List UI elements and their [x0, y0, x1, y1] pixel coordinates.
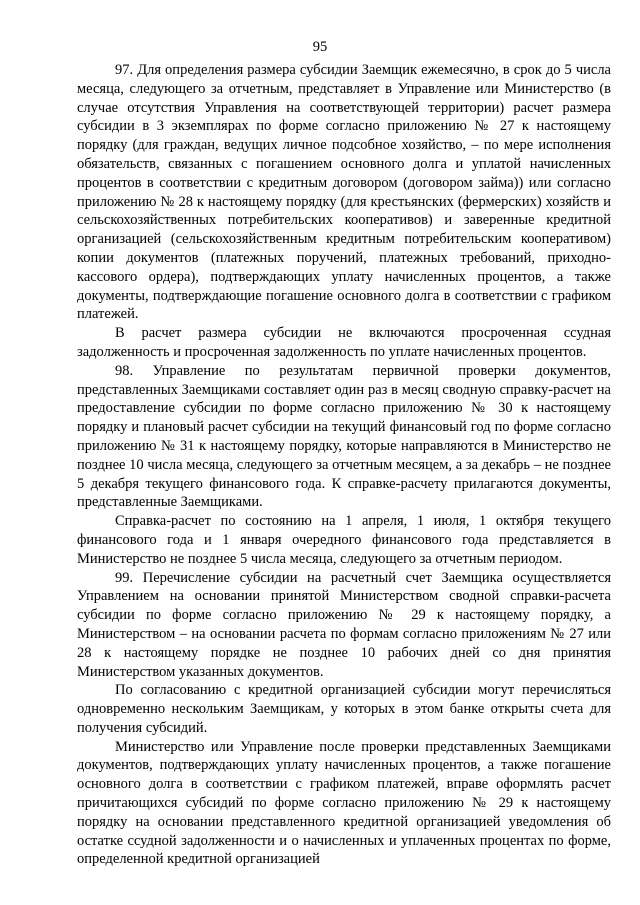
- paragraph-99-ministry: Министерство или Управление после проверки представленных Заемщиками документов, подтверждающих уплату начисленных процентов, а также погашение основного долга в соответствии с графиком платежей, вправе оформлять расчет причитающихся субсидий по форме согласно приложению № 29 к настоящему порядку на основании представленного кредитной организацией уведомления об остатке ссудной задолженности и о начисленных и уплаченных процентах по форме, определенной кредитной организацией: [77, 738, 611, 868]
- paragraph-98: 98. Управление по результатам первичной проверки документов, представленных Заемщиками составляет один раз в месяц сводную справку-расчет на предоставление субсидии по форме согласно приложению № 30 к настоящему порядку и плановый расчет субсидии на текущий финансовый год по форме согласно приложению № 31 к настоящему порядку, которые направляются в Министерство не позднее 10 числа месяца, следующего за отчетным месяцем, а за декабрь – не позднее 5 декабря текущего финансового года. К справке-расчету прилагаются документы, представленные Заемщиками.: [77, 362, 611, 511]
- paragraph-97-note: В расчет размера субсидии не включаются просроченная ссудная задолженность и просроченная задолженность по уплате начисленных процентов.: [77, 325, 611, 360]
- document-body: [77, 61, 611, 869]
- paragraph-99: 99. Перечисление субсидии на расчетный счет Заемщика осуществляется Управлением на основании принятой Министерством сводной справки-расчета субсидии по форме согласно приложению № 29 к настоящему порядку, а Министерством – на основании расчета по формам согласно приложениям № 27 или 28 к настоящему порядке не позднее 10 рабочих дней со дня принятия Министерством указанных документов.: [77, 569, 611, 680]
- paragraph-99-note: По согласованию с кредитной организацией субсидии могут перечисляться одновременно нескольким Заемщикам, у которых в этом банке открыты счета для получения субсидий.: [77, 682, 611, 736]
- paragraph-97: 97. Для определения размера субсидии Заемщик ежемесячно, в срок до 5 числа месяца, следующего за отчетным, представляет в Управление или Министерство (в случае отсутствия Управления на соответствующей территории) расчет размера субсидии в 3 экземплярах по форме согласно приложению № 27 к настоящему порядку (для граждан, ведущих личное подсобное хозяйство, – по мере исполнения обязательств, связанных с погашением основного долга и уплатой начисленных процентов в соответствии с кредитным договором (договором займа)) или согласно приложению № 28 к настоящему порядку (для крестьянских (фермерских) хозяйств и сельскохозяйственных потребительских кооперативов) и заверенные кредитной организацией (сельскохозяйственным кредитным потребительским кооперативом) копии документов (платежных поручений, платежных требований, приходно-кассового ордера), подтверждающих уплату начисленных процентов, а также документы, подтверждающие погашение основного долга в соответствии с графиком платежей.: [77, 62, 611, 323]
- paragraph-98-note: Справка-расчет по состоянию на 1 апреля, 1 июля, 1 октября текущего финансового года и 1 января очередного финансового года представляется в Министерство не позднее 5 числа месяца, следующего за отчетным периодом.: [77, 513, 611, 567]
- page-number: 95: [312, 39, 328, 55]
